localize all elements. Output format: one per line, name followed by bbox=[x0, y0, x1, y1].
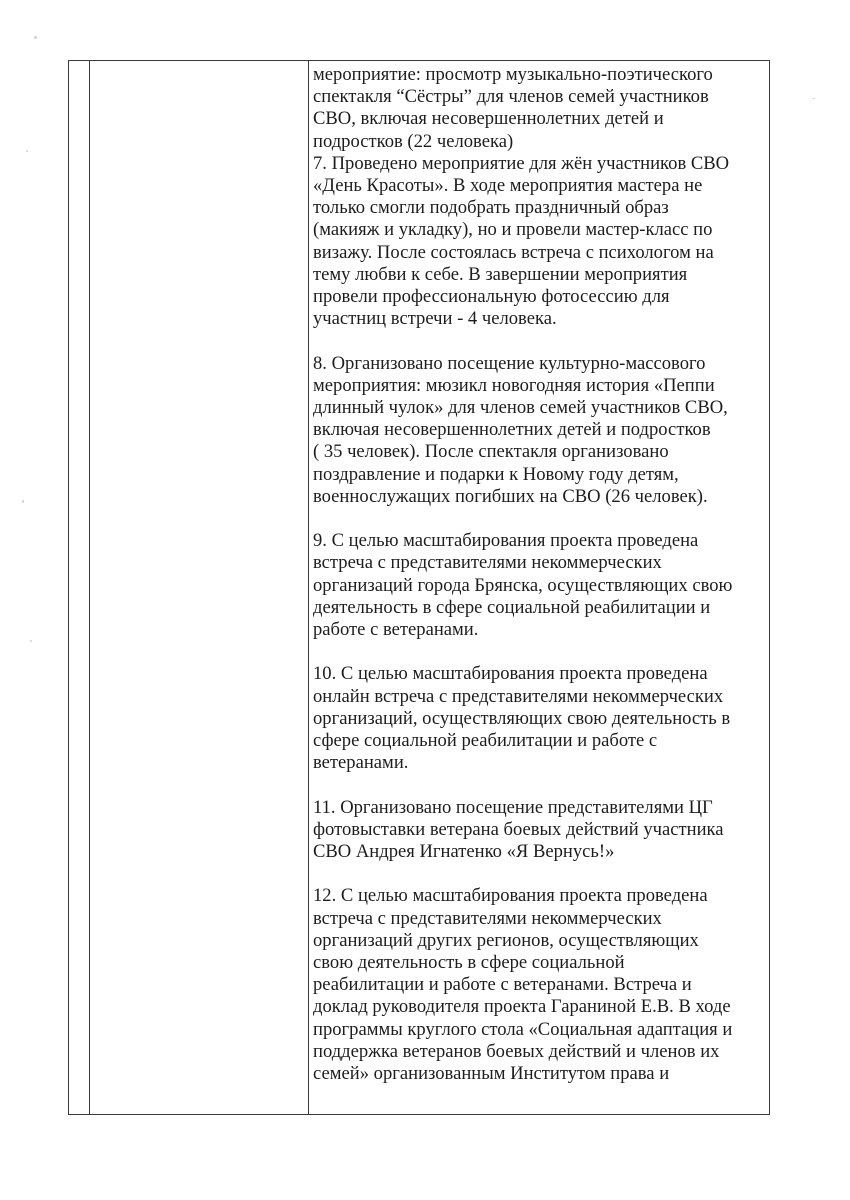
text-line: визажу. После состоялась встреча с психологом на bbox=[313, 241, 714, 263]
paragraph-gap bbox=[313, 508, 763, 530]
text-line: организаций города Брянска, осуществляющих свою bbox=[313, 574, 733, 596]
text-line: провели профессиональную фотосессию для bbox=[313, 286, 670, 308]
table-column-divider bbox=[308, 61, 309, 1114]
scan-speck bbox=[30, 640, 32, 642]
text-line: поддержка ветеранов боевых действий и членов их bbox=[313, 1040, 720, 1062]
scan-speck bbox=[26, 150, 28, 152]
text-line: 12. С целью масштабирования проекта проведена bbox=[313, 885, 708, 907]
text-line: работе с ветеранами. bbox=[313, 619, 479, 641]
text-line: длинный чулок» для членов семей участников СВО, bbox=[313, 397, 728, 419]
text-line: организаций, осуществляющих свою деятельность в bbox=[313, 707, 731, 729]
paragraph-intro bbox=[313, 64, 763, 153]
paragraph-item-12 bbox=[313, 885, 763, 1085]
text-line: «День Красоты». В ходе мероприятия мастера не bbox=[313, 175, 703, 197]
paragraph-item-11 bbox=[313, 797, 763, 864]
paragraph-item-9 bbox=[313, 530, 763, 641]
paragraph-gap bbox=[313, 774, 763, 796]
text-line: онлайн встреча с представителями некоммерческих bbox=[313, 685, 724, 707]
paragraph-item-8 bbox=[313, 353, 763, 508]
scan-speck bbox=[34, 36, 37, 39]
table-cell-text bbox=[313, 64, 763, 1085]
text-line: 8. Организовано посещение культурно-массового bbox=[313, 352, 706, 374]
text-line: СВО, включая несовершеннолетних детей и bbox=[313, 108, 664, 130]
text-line: организаций других регионов, осуществляющих bbox=[313, 929, 699, 951]
text-line: встреча с представителями некоммерческих bbox=[313, 552, 662, 574]
scan-speck bbox=[812, 98, 815, 99]
text-line: мероприятие: просмотр музыкально-поэтического bbox=[313, 64, 713, 85]
text-line: только смогли подобрать праздничный образ bbox=[313, 197, 669, 219]
text-line: 9. С целью масштабирования проекта проведена bbox=[313, 530, 699, 552]
text-line: СВО Андрея Игнатенко «Я Вернусь!» bbox=[313, 841, 615, 863]
text-line: встреча с представителями некоммерческих bbox=[313, 907, 662, 929]
table-column-divider bbox=[89, 61, 90, 1114]
text-line: включая несовершеннолетних детей и подростков bbox=[313, 419, 711, 441]
text-line: семей» организованным Институтом права и bbox=[313, 1063, 670, 1085]
text-line: деятельность в сфере социальной реабилитации и bbox=[313, 596, 711, 618]
text-line: военнослужащих погибших на СВО (26 человек). bbox=[313, 485, 708, 507]
text-line: мероприятия: мюзикл новогодняя история «Пеппи bbox=[313, 374, 715, 396]
text-line: программы круглого стола «Социальная адаптация и bbox=[313, 1018, 733, 1040]
text-line: фотовыставки ветерана боевых действий участника bbox=[313, 818, 724, 840]
text-line: сфере социальной реабилитации и работе с bbox=[313, 730, 658, 752]
paragraph-gap bbox=[313, 641, 763, 663]
paragraph-gap bbox=[313, 330, 763, 352]
text-line: 10. С целью масштабирования проекта проведена bbox=[313, 663, 708, 685]
text-line: ветеранами. bbox=[313, 752, 409, 774]
text-line: поздравление и подарки к Новому году детям, bbox=[313, 463, 679, 485]
text-line: свою деятельность в сфере социальной bbox=[313, 952, 625, 974]
text-line: ( 35 человек). После спектакля организовано bbox=[313, 441, 669, 463]
paragraph-gap bbox=[313, 863, 763, 885]
text-line: участниц встречи - 4 человека. bbox=[313, 308, 557, 330]
text-line: 11. Организовано посещение представителями ЦГ bbox=[313, 796, 713, 818]
text-line: 7. Проведено мероприятие для жён участников СВО bbox=[313, 152, 730, 174]
scan-speck bbox=[22, 500, 24, 503]
text-line: подростков (22 человека) bbox=[313, 130, 514, 152]
text-line: тему любви к себе. В завершении мероприятия bbox=[313, 263, 688, 285]
paragraph-item-7 bbox=[313, 153, 763, 331]
text-line: спектакля “Сёстры” для членов семей участников bbox=[313, 86, 709, 108]
text-line: реабилитации и работе с ветеранами. Встреча и bbox=[313, 974, 692, 996]
text-line: (макияж и укладку), но и провели мастер-класс по bbox=[313, 219, 713, 241]
paragraph-item-10 bbox=[313, 663, 763, 774]
text-line: доклад руководителя проекта Гараниной Е.В. В ходе bbox=[313, 996, 731, 1018]
